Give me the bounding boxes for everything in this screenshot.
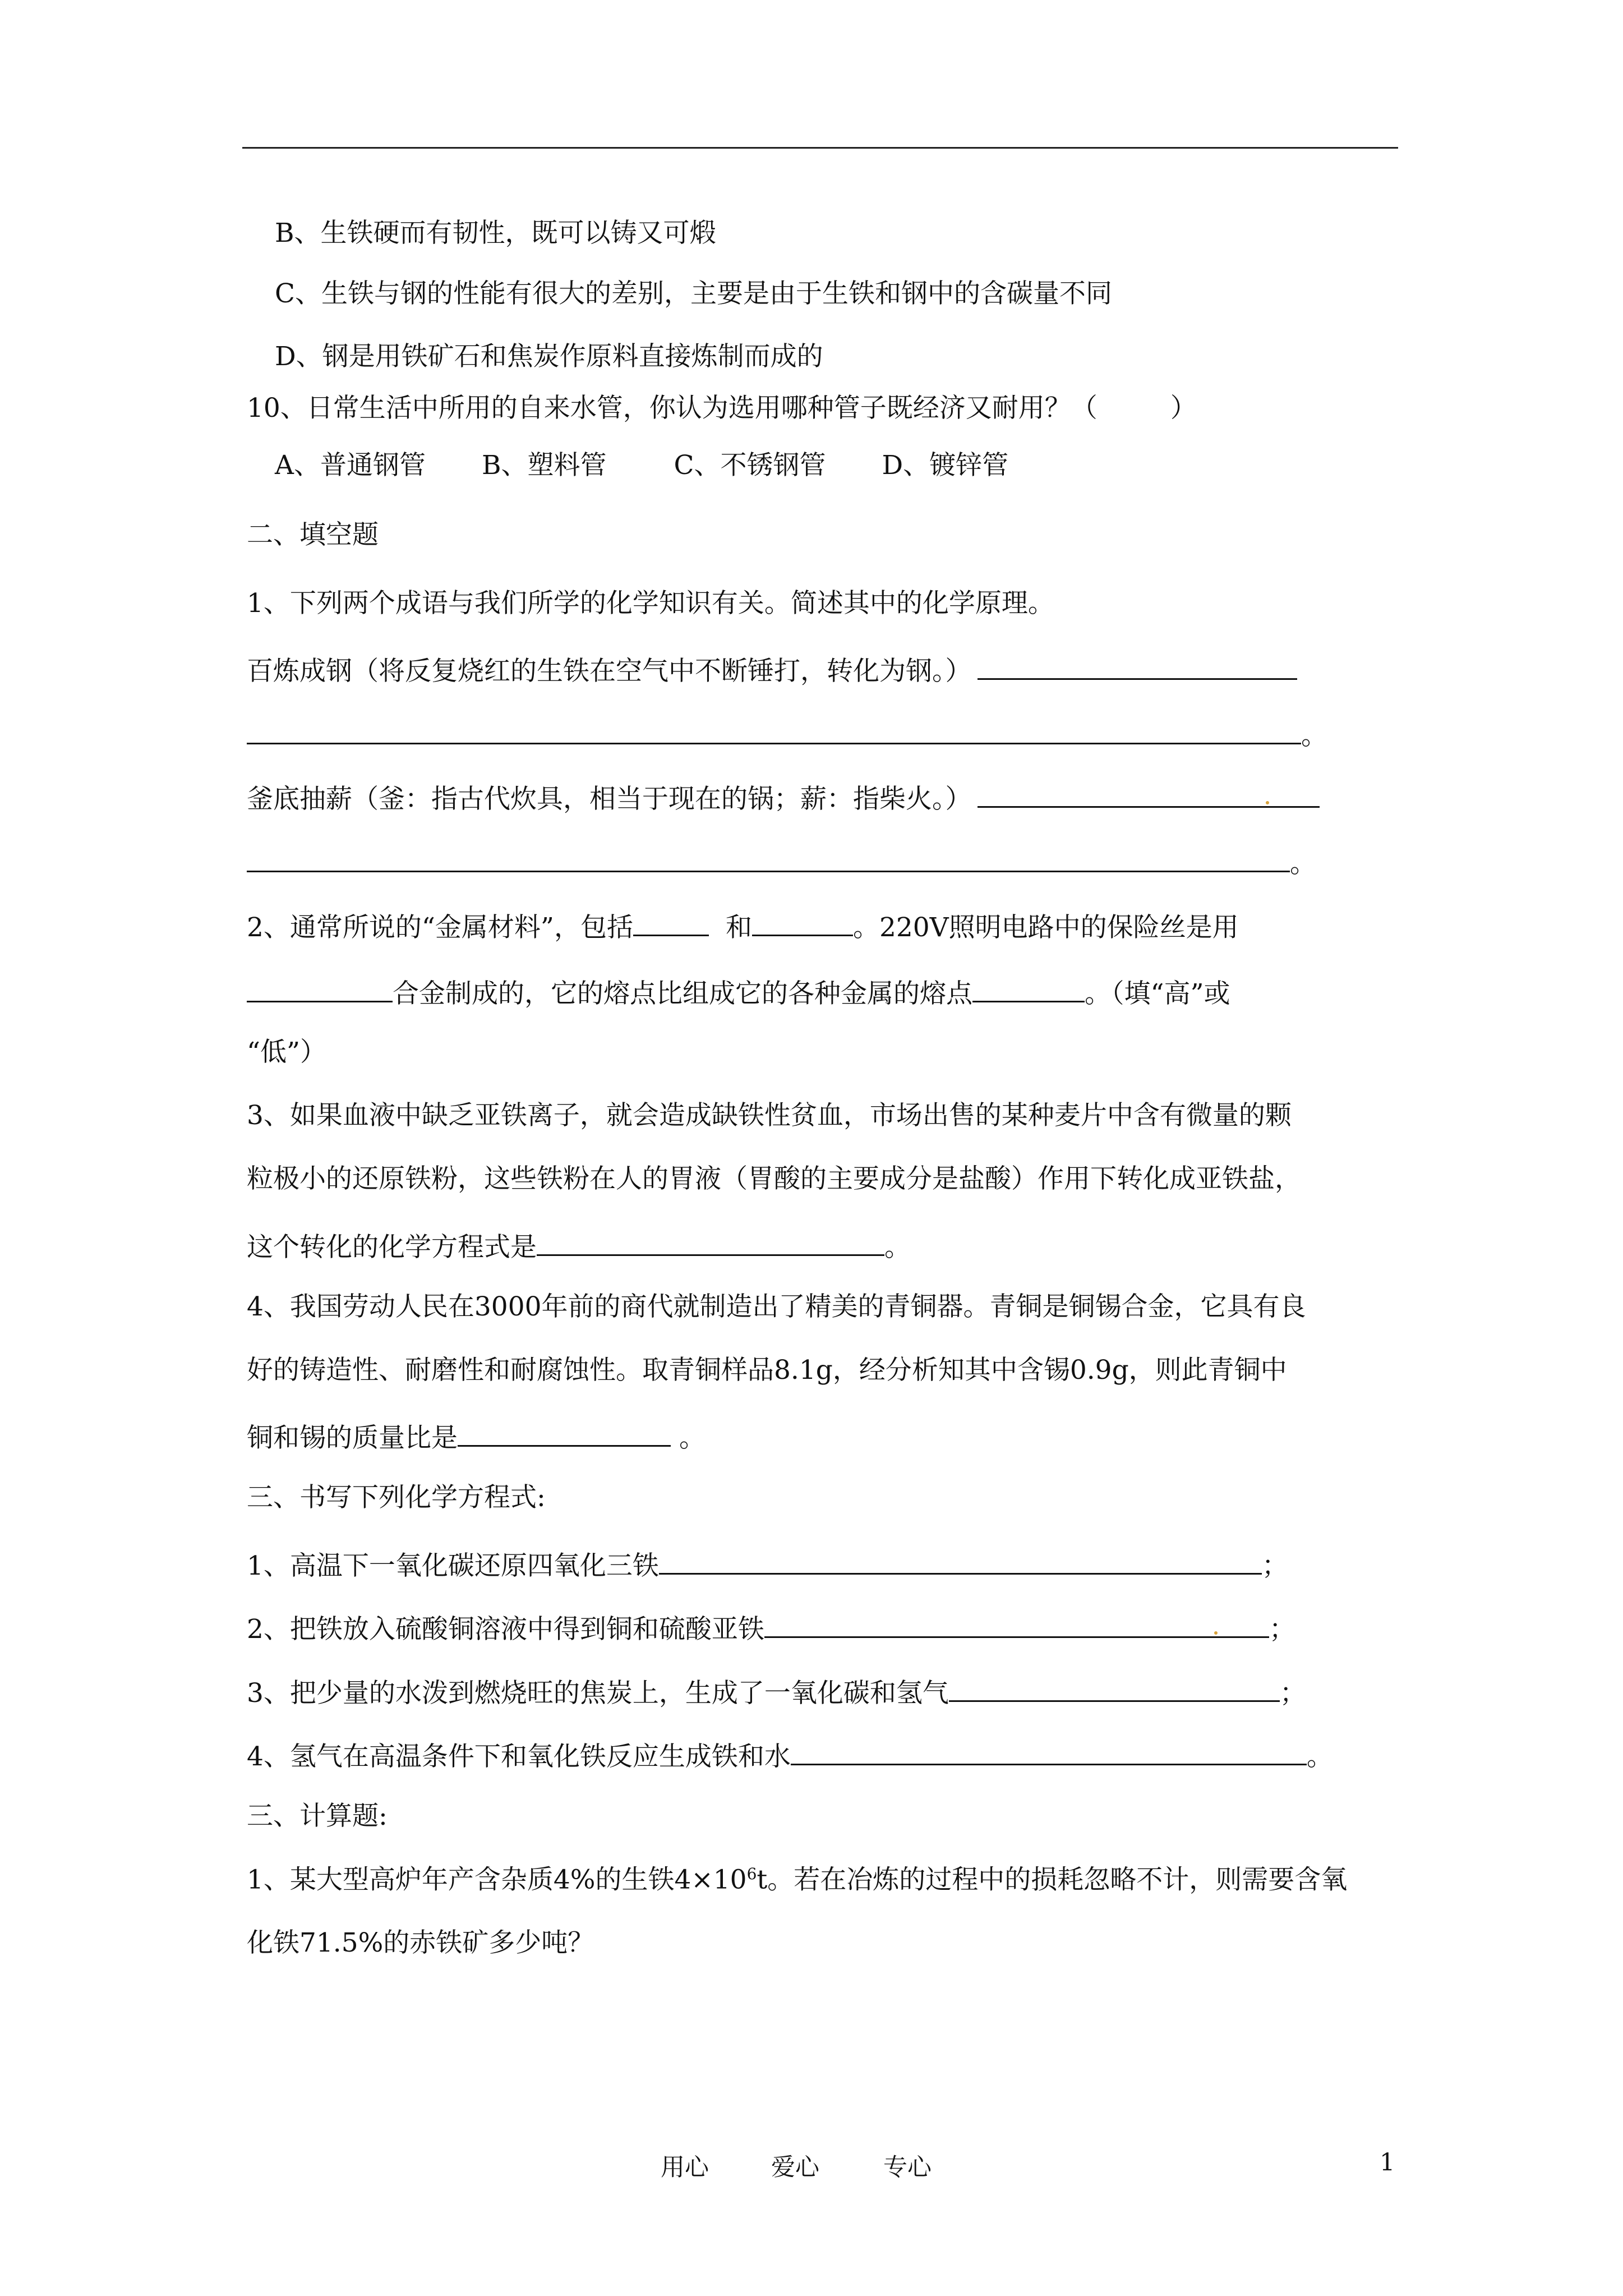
s3-item-2	[247, 1612, 1295, 1645]
s2-idiom2-line2	[247, 846, 1316, 877]
s4-q1-text-b: t。若在冶炼的过程中的损耗忽略不计，则需要含氧	[757, 1864, 1348, 1895]
s2-q2-text-d: 合金制成的，它的熔点比组成它的各种金属的熔点	[393, 978, 972, 1009]
s2-q4-line2: 好的铸造性、耐磨性和耐腐蚀性。取青铜样品8.1g，经分析知其中含锡0.9g，则此青铜中	[247, 1355, 1287, 1386]
s2-q2-blank-3[interactable]	[247, 976, 393, 1002]
s2-q2-line1	[247, 910, 1239, 941]
s2-idiom1-blank-2[interactable]	[247, 718, 1301, 744]
q10-option-d: D、镀锌管	[882, 450, 1009, 481]
s3-item-3-text: 3、把少量的水泼到燃烧旺的焦炭上，生成了一氧化碳和氢气	[247, 1678, 949, 1709]
q10-stem	[247, 393, 1197, 424]
header-rule	[242, 147, 1398, 149]
s3-item-2-text: 2、把铁放入硫酸铜溶液中得到铜和硫酸亚铁	[247, 1614, 764, 1645]
s2-q2-line3: “低”）	[247, 1037, 327, 1068]
s2-idiom2-period: 。	[1290, 848, 1316, 879]
q10-stem-text: 10、日常生活中所用的自来水管，你认为选用哪种管子既经济又耐用？（	[247, 393, 1098, 424]
s2-q2-text-e: 。（填“高”或	[1085, 978, 1230, 1009]
s3-item-3-semicolon: ；	[1279, 1678, 1306, 1709]
q10-option-c: C、不锈钢管	[674, 450, 826, 481]
s2-q3-period: 。	[884, 1232, 911, 1263]
s2-q2-text-c: 。220V照明电路中的保险丝是用	[852, 912, 1239, 943]
s2-q3-blank[interactable]	[537, 1230, 884, 1256]
s3-item-1-blank[interactable]	[659, 1548, 1262, 1575]
s2-q3-text: 这个转化的化学方程式是	[247, 1232, 537, 1263]
s2-q2-blank-2[interactable]	[752, 910, 853, 936]
s2-q2-blank-4[interactable]	[972, 976, 1085, 1002]
s3-item-4	[247, 1739, 1333, 1770]
s3-item-1-text: 1、高温下一氧化碳还原四氧化三铁	[247, 1550, 659, 1581]
s3-item-2-semicolon: ；	[1269, 1614, 1295, 1645]
s2-q2-text-a: 2、通常所说的“金属材料”，包括	[247, 912, 633, 943]
s2-idiom2-blank-2[interactable]	[247, 846, 1290, 872]
s3-item-4-period: 。	[1306, 1741, 1333, 1772]
footer-motto-2: 爱心	[771, 2154, 819, 2182]
q10-close-paren: ）	[1170, 393, 1197, 424]
s4-q1-text-a: 1、某大型高炉年产含杂质4%的生铁4×10	[247, 1864, 747, 1895]
s3-item-2-blank[interactable]	[764, 1612, 1269, 1638]
s2-q4-line1: 4、我国劳动人民在3000年前的商代就制造出了精美的青铜器。青铜是铜锡合金，它具有良	[247, 1291, 1306, 1322]
s2-idiom1-text: 百炼成钢（将反复烧红的生铁在空气中不断锤打，转化为钢。）	[247, 656, 972, 687]
footer-motto-3: 专心	[883, 2154, 932, 2182]
s2-q4-blank[interactable]	[458, 1420, 671, 1447]
s2-q3-line3	[247, 1230, 911, 1263]
s3-item-3-blank[interactable]	[949, 1676, 1280, 1702]
page-number: 1	[1380, 2148, 1395, 2177]
s2-q4-period: 。	[671, 1423, 706, 1453]
s2-q1-stem: 1、下列两个成语与我们所学的化学知识有关。简述其中的化学原理。	[247, 588, 1054, 619]
s2-q3-line2: 粒极小的还原铁粉，这些铁粉在人的胃液（胃酸的主要成分是盐酸）作用下转化成亚铁盐，	[247, 1163, 1301, 1194]
q9-option-d: D、钢是用铁矿石和焦炭作原料直接炼制而成的	[275, 341, 823, 372]
speck-mark	[1214, 1631, 1218, 1635]
q10-option-b: B、塑料管	[481, 450, 607, 481]
s4-q1-line2: 化铁71.5%的赤铁矿多少吨？	[247, 1927, 594, 1958]
q9-option-c: C、生铁与钢的性能有很大的差别，主要是由于生铁和钢中的含碳量不同	[275, 278, 1112, 309]
s3-item-1	[247, 1548, 1288, 1579]
s3-item-4-blank[interactable]	[791, 1739, 1307, 1765]
s2-idiom1-blank[interactable]	[978, 654, 1297, 680]
s3-item-1-semicolon: ；	[1261, 1550, 1288, 1581]
s2-idiom1-period: 。	[1301, 720, 1327, 751]
s2-idiom2-text: 釜底抽薪（釜：指古代炊具，相当于现在的锅；薪：指柴火。）	[247, 784, 972, 815]
speck-mark	[1266, 801, 1269, 804]
s2-q2-line2	[247, 976, 1230, 1007]
s2-q2-blank-1[interactable]	[633, 910, 709, 936]
s3-item-4-text: 4、氢气在高温条件下和氧化铁反应生成铁和水	[247, 1741, 791, 1772]
s2-q2-text-b: 和	[725, 912, 752, 943]
s2-idiom2	[247, 781, 1320, 815]
s2-q4-line3	[247, 1420, 706, 1451]
s2-q3-line1: 3、如果血液中缺乏亚铁离子，就会造成缺铁性贫血，市场出售的某种麦片中含有微量的颗	[247, 1100, 1292, 1131]
s2-idiom1-line2	[247, 718, 1327, 749]
section2-title: 二、填空题	[247, 519, 379, 550]
section4-title: 三、计算题:	[247, 1801, 388, 1832]
s2-idiom1	[247, 654, 1297, 687]
q9-option-b: B、生铁硬而有韧性，既可以铸又可煅	[275, 218, 716, 249]
q10-option-a: A、普通钢管	[275, 450, 426, 481]
s3-item-3	[247, 1676, 1306, 1709]
s2-q4-text: 铜和锡的质量比是	[247, 1423, 458, 1453]
s4-q1-exponent: 6	[746, 1865, 757, 1883]
q10-options	[275, 450, 1009, 481]
footer-motto-1: 用心	[661, 2154, 709, 2182]
s4-q1-line1	[247, 1866, 1347, 1893]
section3-title: 三、书写下列化学方程式:	[247, 1482, 546, 1513]
